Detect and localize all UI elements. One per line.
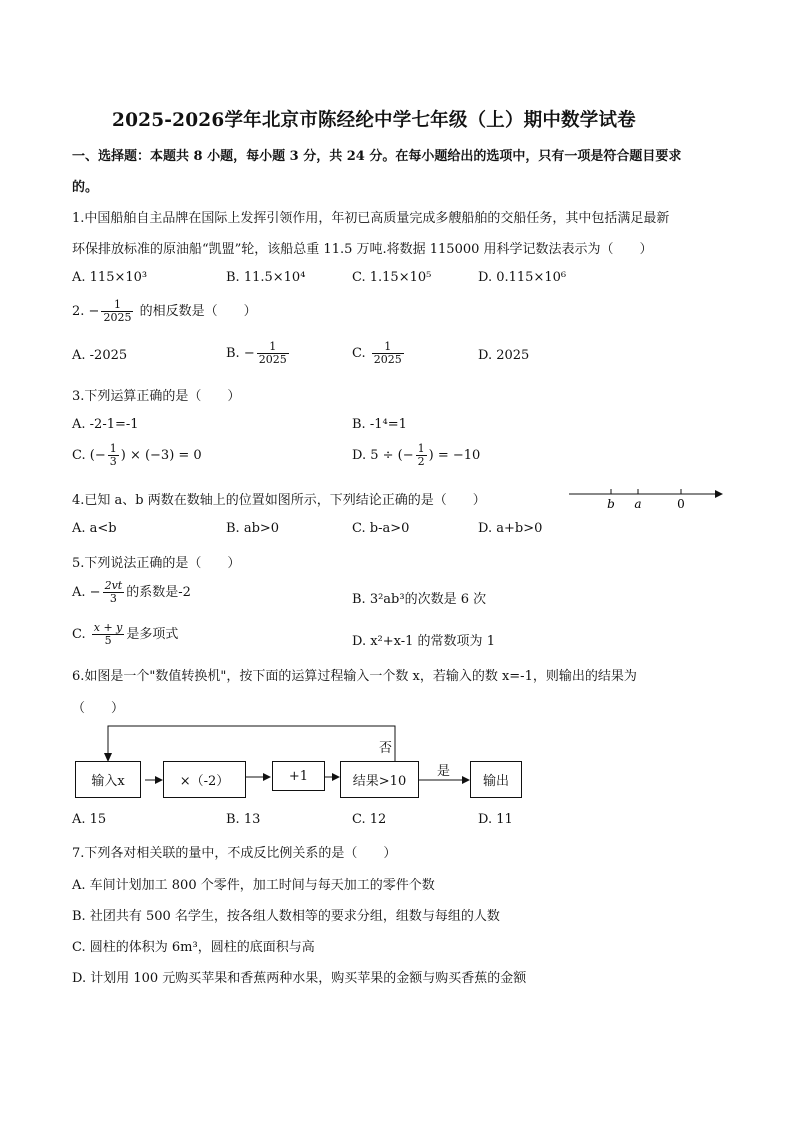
q2-frac-num: 1 <box>113 298 121 311</box>
q2-option-d: D. 2025 <box>478 348 530 363</box>
q7-option-b: B. 社团共有 500 名学生，按各组人数相等的要求分组，组数与每组的人数 <box>72 909 500 924</box>
q3-c-label: C. <box>72 448 86 463</box>
q5-c-label: C. <box>72 627 86 642</box>
section-heading: 一、选择题：本题共 8 小题，每小题 3 分，共 24 分。在每小题给出的选项中，只有一项是符合题目要求 <box>72 149 682 164</box>
q5-c-frac-num: x + y <box>93 621 123 634</box>
flow-box-add: +1 <box>272 761 325 791</box>
q2-c-frac-den: 2025 <box>373 353 402 366</box>
q3-d-post: ) = −10 <box>428 448 481 463</box>
section-heading-cont: 的。 <box>72 180 99 195</box>
q2-text: 的相反数是（ ） <box>139 304 257 319</box>
q2-fraction <box>101 299 133 324</box>
q3-c-fraction <box>108 443 119 468</box>
q5-a-frac-den: 3 <box>103 592 125 605</box>
q2-number: 2. <box>72 304 85 319</box>
flow-label-no: 否 <box>379 741 393 756</box>
q5-a-fraction <box>103 580 125 605</box>
q5-c-fraction <box>92 622 125 647</box>
q3-c-pre: (− <box>89 448 106 463</box>
q7-option-a: A. 车间计划加工 800 个零件，加工时间与每天加工的零件个数 <box>72 878 435 893</box>
q1-option-d: D. 0.115×10⁶ <box>478 270 567 285</box>
q6-stem-line2: （ ） <box>72 701 125 716</box>
q2-b-frac-num: 1 <box>269 340 277 353</box>
q3-d-frac-den: 2 <box>417 455 425 468</box>
q6-option-b: B. 13 <box>226 812 261 827</box>
q2-b-minus: − <box>243 346 255 361</box>
page-title: 2025-2026学年北京市陈经纶中学七年级（上）期中数学试卷 <box>112 110 636 131</box>
q7-option-d: D. 计划用 100 元购买苹果和香蕉两种水果，购买苹果的金额与购买香蕉的金额 <box>72 971 527 986</box>
q6-option-c: C. 12 <box>352 812 387 827</box>
flow-box-condition: 结果>10 <box>340 761 419 798</box>
q4-option-b: B. ab>0 <box>226 521 280 536</box>
q5-a-frac-num: 2vt <box>104 579 123 592</box>
q3-c-frac-den: 3 <box>109 455 117 468</box>
q2-option-b <box>226 341 291 366</box>
q6-option-d: D. 11 <box>478 812 513 827</box>
q5-option-c <box>72 622 178 647</box>
q4-option-c: C. b-a>0 <box>352 521 410 536</box>
label-a: a <box>634 497 642 511</box>
q2-b-label: B. <box>226 346 240 361</box>
q5-a-label: A. <box>72 585 86 600</box>
q1-option-b: B. 11.5×10⁴ <box>226 270 306 285</box>
q3-d-frac-num: 1 <box>417 442 425 455</box>
q5-a-text: 的系数是-2 <box>126 585 191 600</box>
q2-b-fraction <box>257 341 289 366</box>
q5-option-d: D. x²+x-1 的常数项为 1 <box>352 634 495 649</box>
q3-option-a: A. -2-1=-1 <box>72 417 139 432</box>
q3-option-d <box>352 443 480 468</box>
q2-minus: − <box>88 304 100 319</box>
q5-c-text: 是多项式 <box>126 627 179 642</box>
q2-c-frac-num: 1 <box>384 340 392 353</box>
q1-option-a: A. 115×10³ <box>72 270 148 285</box>
q3-d-pre: 5 ÷ (− <box>370 448 414 463</box>
q3-stem: 3.下列运算正确的是（ ） <box>72 389 241 404</box>
q2-option-a: A. -2025 <box>72 348 128 363</box>
q2-b-frac-den: 2025 <box>258 353 287 366</box>
flow-box-input: 输入x <box>75 761 141 798</box>
flow-box-output: 输出 <box>470 761 522 798</box>
q2-stem <box>72 299 257 324</box>
q7-option-c: C. 圆柱的体积为 6m³，圆柱的底面积与高 <box>72 940 315 955</box>
feedback-line <box>108 726 395 763</box>
q6-stem-line1: 6.如图是一个"数值转换机"，按下面的运算过程输入一个数 x，若输入的数 x=-1，则输出的结果为 <box>72 669 637 684</box>
q3-c-post: ) × (−3) = 0 <box>120 448 202 463</box>
label-zero: 0 <box>677 497 685 511</box>
flow-label-yes: 是 <box>437 764 451 779</box>
q5-c-frac-den: 5 <box>92 634 125 647</box>
q2-option-c <box>352 341 406 366</box>
q2-c-label: C. <box>352 346 366 361</box>
q5-option-a: A. − $\frac{2vt}{3}$ 的系数是-2 <box>72 579 191 605</box>
q2-frac-den: 2025 <box>103 311 132 324</box>
number-line-arrow <box>715 490 723 498</box>
label-b: b <box>607 497 615 511</box>
q3-option-c <box>72 443 202 468</box>
q6-option-a: A. 15 <box>72 812 107 827</box>
number-line-figure <box>565 482 727 512</box>
q4-stem: 4.已知 a、b 两数在数轴上的位置如图所示，下列结论正确的是（ ） <box>72 493 486 508</box>
q2-c-fraction <box>372 341 404 366</box>
q5-stem: 5.下列说法正确的是（ ） <box>72 556 241 571</box>
q5-option-b: B. 3²ab³的次数是 6 次 <box>352 592 487 607</box>
q3-d-label: D. <box>352 448 367 463</box>
q3-c-frac-num: 1 <box>109 442 117 455</box>
q3-d-fraction <box>416 443 427 468</box>
flow-box-multiply: ×（-2） <box>163 761 246 798</box>
q3-option-b: B. -1⁴=1 <box>352 417 407 432</box>
q4-option-d: D. a+b>0 <box>478 521 543 536</box>
q4-option-a: A. a<b <box>72 521 117 536</box>
q1-stem-line2: 环保排放标准的原油船“凯盟”轮，该船总重 11.5 万吨.将数据 115000 用科学记数法表示为（ ） <box>72 242 653 257</box>
q7-stem: 7.下列各对相关联的量中，不成反比例关系的是（ ） <box>72 846 397 861</box>
q1-option-c: C. 1.15×10⁵ <box>352 270 432 285</box>
q1-stem-line1: 1.中国船舶自主品牌在国际上发挥引领作用，年初已高质量完成多艘船舶的交船任务，其中包括满足最新 <box>72 211 670 226</box>
